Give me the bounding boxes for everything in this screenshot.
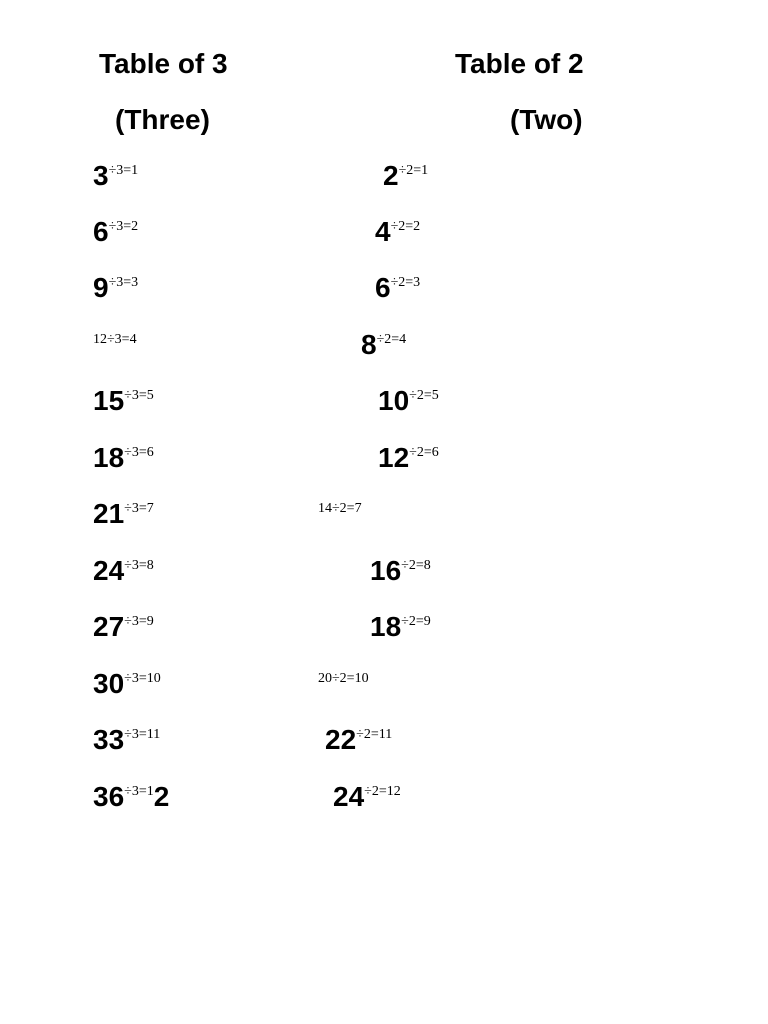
division-text: ÷3=8	[124, 558, 154, 573]
table-row	[93, 444, 154, 472]
dividend: 18	[93, 442, 125, 473]
division-text: ÷2=12	[364, 784, 401, 799]
table-row	[333, 783, 401, 811]
division-text: ÷3=9	[124, 614, 154, 629]
division-text: ÷3=6	[124, 445, 154, 460]
division-text: ÷2=1	[398, 163, 429, 178]
dividend: 30	[93, 668, 125, 699]
dividend: 10	[378, 385, 410, 416]
table-row	[93, 218, 138, 246]
dividend: 16	[370, 555, 402, 586]
division-text: ÷3=1	[124, 784, 154, 799]
dividend: 2	[383, 160, 399, 191]
table-row	[93, 274, 138, 302]
division-text: 12÷3=4	[93, 332, 137, 347]
left-title: Table of 3	[99, 48, 228, 79]
division-text: ÷3=11	[124, 727, 161, 742]
division-text: ÷2=6	[409, 445, 439, 460]
table-row	[361, 331, 406, 359]
table-row	[93, 726, 160, 754]
dividend: 8	[361, 329, 377, 360]
right-title: Table of 2	[455, 48, 584, 79]
table-row	[93, 783, 169, 811]
left-subtitle: (Three)	[115, 104, 210, 135]
table-row	[93, 387, 154, 415]
dividend: 18	[370, 611, 402, 642]
division-text: ÷2=3	[390, 275, 421, 290]
right-subtitle: (Two)	[510, 104, 583, 135]
dividend: 4	[375, 216, 391, 247]
table-row	[93, 331, 137, 359]
division-text: ÷2=2	[390, 219, 421, 234]
dividend: 33	[93, 724, 125, 755]
table-row	[378, 387, 439, 415]
table-row	[370, 613, 431, 641]
division-text: ÷3=10	[124, 671, 161, 686]
table-row	[93, 162, 138, 190]
division-text: 14÷2=7	[318, 501, 362, 516]
division-text: ÷3=1	[108, 163, 139, 178]
dividend: 6	[375, 272, 391, 303]
table-row	[318, 500, 362, 528]
division-text: ÷2=8	[401, 558, 431, 573]
dividend: 6	[93, 216, 109, 247]
table-row	[93, 670, 161, 698]
table-row	[375, 218, 420, 246]
dividend: 3	[93, 160, 109, 191]
division-text: ÷2=9	[401, 614, 431, 629]
table-row	[378, 444, 439, 472]
dividend: 9	[93, 272, 109, 303]
table-row	[93, 557, 154, 585]
division-text: ÷3=7	[124, 501, 154, 516]
table-row	[93, 613, 154, 641]
dividend: 12	[378, 442, 410, 473]
division-text: ÷2=5	[409, 388, 439, 403]
dividend: 27	[93, 611, 125, 642]
dividend: 22	[325, 724, 357, 755]
table-row	[383, 162, 428, 190]
division-text: ÷2=4	[376, 332, 407, 347]
table-row	[93, 500, 154, 528]
division-text: ÷3=5	[124, 388, 154, 403]
table-row	[318, 670, 369, 698]
dividend: 24	[333, 781, 365, 812]
table-row	[325, 726, 392, 754]
dividend: 36	[93, 781, 125, 812]
dividend: 21	[93, 498, 125, 529]
division-text: ÷3=3	[108, 275, 139, 290]
table-row	[370, 557, 431, 585]
table-row	[375, 274, 420, 302]
division-text: ÷3=2	[108, 219, 139, 234]
dividend: 24	[93, 555, 125, 586]
division-text: ÷2=11	[356, 727, 393, 742]
trailing-digit: 2	[153, 781, 170, 812]
dividend: 15	[93, 385, 125, 416]
division-text: 20÷2=10	[318, 671, 369, 686]
